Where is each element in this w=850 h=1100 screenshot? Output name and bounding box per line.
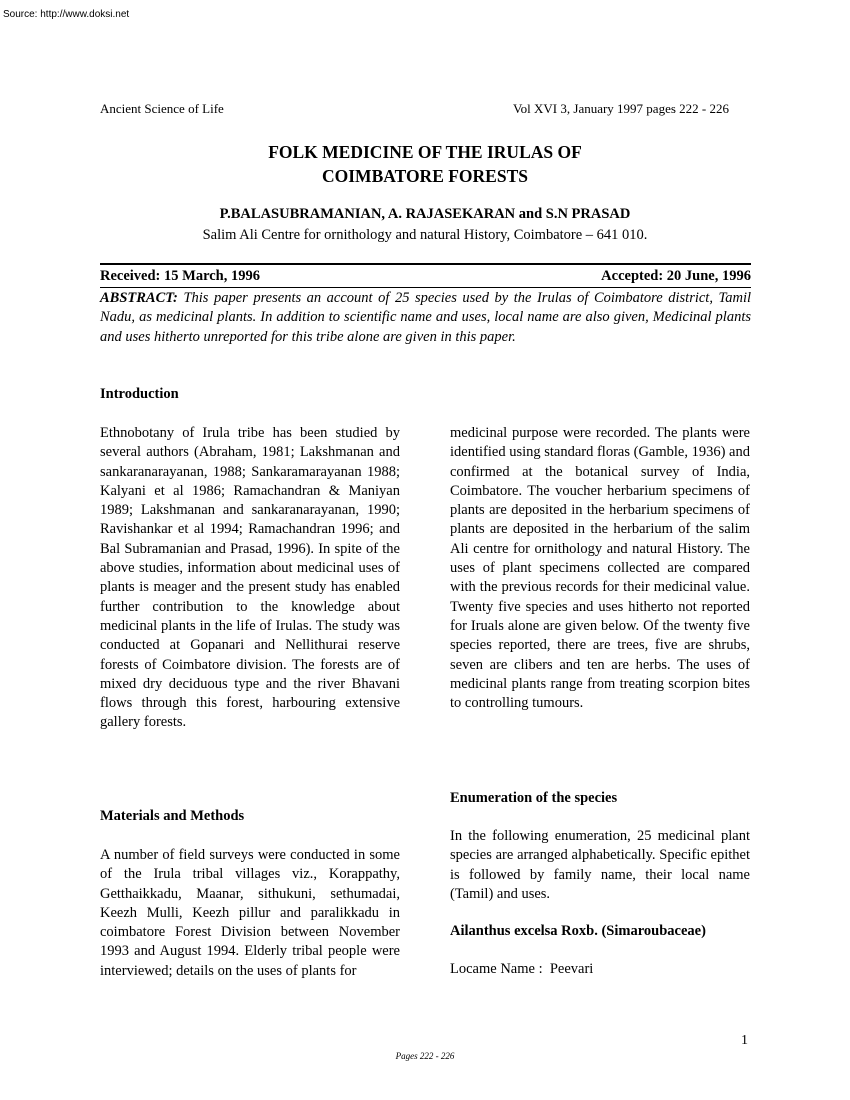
accepted-date: Accepted: 20 June, 1996	[601, 268, 751, 284]
dates-row	[100, 268, 751, 285]
introduction-text: Ethnobotany of Irula tribe has been studied by several authors (Abraham, 1981; Lakshmanan and sankaranarayanan, 1988; Sankaramarayanan 1988; Kalyani et al 1986; Ramachandran & Maniyan 1989; Lakshmanan and sankaranarayanan, 1990; Ravishankar et al 1994; Ramachandran 1996; and Bal Subramanian and Prasad, 1996). In spite of the above studies, information about medicinal uses of plants is meager and the present study has enabled further contribution to the knowledge about medicinal plants in the life of Irulas. The study was conducted at Gopanari and Nellithurai reserve forests of Coimbatore division. The forests are of mixed dry deciduous type and the river Bhavani flows through this forest, harbouring extensive gallery forests.	[100, 425, 400, 731]
paper-title	[0, 140, 850, 188]
title-line-2: COIMBATORE FORESTS	[322, 166, 528, 186]
source-url: Source: http://www.doksi.net	[3, 9, 130, 20]
page-number: 1	[741, 1033, 748, 1048]
received-date: Received: 15 March, 1996	[100, 268, 260, 284]
top-rule	[100, 263, 751, 265]
methods-text: A number of field surveys were conducted in some of the Irula tribal villages viz., Korappathy, Getthaikkadu, Maanar, sithukuni, sethumadai, Keezh Mulli, Keezh pillur and paralikkadu in coimbatore Forest Division between November 1993 and August 1994. Elderly tribal people were interviewed; details on the uses of plants for	[100, 847, 400, 979]
enumeration-text: In the following enumeration, 25 medicinal plant species are arranged alphabetically. Specific epithet is followed by family name, their local name (Tamil) and uses.	[450, 828, 750, 902]
local-name: Locame Name : Peevari	[450, 961, 594, 977]
species-heading: Ailanthus excelsa Roxb. (Simaroubaceae)	[450, 923, 706, 939]
journal-name: Ancient Science of Life	[100, 101, 224, 116]
bottom-rule	[100, 287, 751, 288]
abstract-label: ABSTRACT:	[100, 290, 178, 306]
authors: P.BALASUBRAMANIAN, A. RAJASEKARAN and S.N PRASAD	[219, 206, 631, 222]
methods-continuation-text: medicinal purpose were recorded. The plants were identified using standard floras (Gamble, 1936) and confirmed at the botanical survey of India, Coimbatore. The voucher herbarium specimens of plants are deposited in the herbarium specimens of plants are deposited in the herbarium of the salim Ali centre for ornithology and natural History. The uses of plant specimens collected are compared with the previous records for their medicinal value. Twenty five species and uses hitherto not reported for Iruals alone are given below. Of the twenty five species reported, there are trees, five are shrubs, seven are clibers and ten are herbs. The uses of medicinal plants range from treating scorpion bites to controlling tumours.	[450, 425, 750, 712]
affiliation: Salim Ali Centre for ornithology and natural History, Coimbatore – 641 010.	[202, 227, 648, 243]
volume-info: Vol XVI 3, January 1997 pages 222 - 226	[512, 101, 729, 116]
page-footer: Pages 222 - 226	[395, 1051, 455, 1061]
title-line-1: FOLK MEDICINE OF THE IRULAS OF	[268, 142, 582, 162]
enumeration-heading: Enumeration of the species	[450, 790, 618, 806]
methods-heading: Materials and Methods	[100, 808, 245, 824]
abstract	[100, 289, 751, 347]
introduction-heading: Introduction	[100, 386, 179, 402]
abstract-text: This paper presents an account of 25 species used by the Irulas of Coimbatore district, Tamil Nadu, as medicinal plants. In addition to scientific name and uses, local name are also given, Medicinal plants and uses hitherto unreported for this tribe alone are given in this paper.	[100, 290, 751, 345]
